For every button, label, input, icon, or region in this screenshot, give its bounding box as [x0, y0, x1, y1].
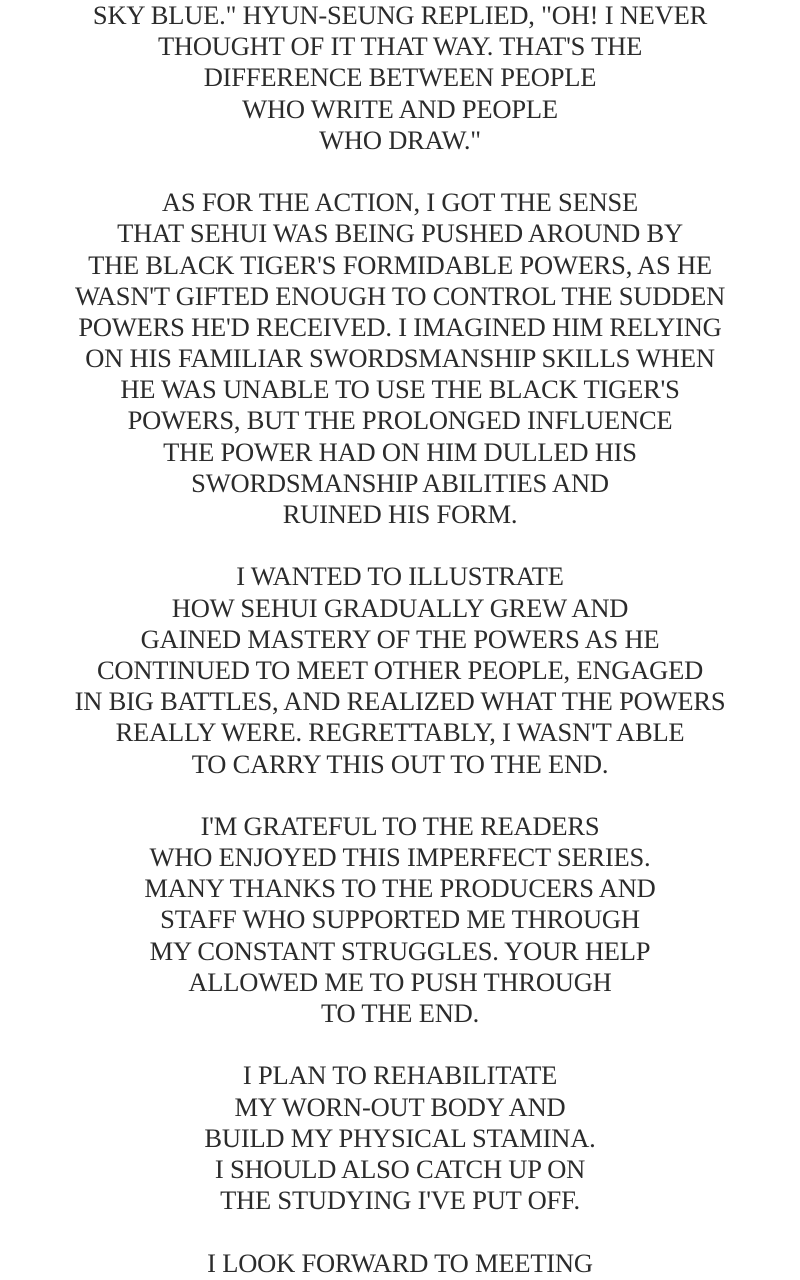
- text-line: THAT SEHUI WAS BEING PUSHED AROUND BY: [117, 218, 683, 249]
- paragraph-gap: [0, 1029, 800, 1060]
- text-line: DIFFERENCE BETWEEN PEOPLE: [203, 62, 597, 93]
- paragraph-gap: [0, 156, 800, 187]
- text-line: WHO DRAW.": [319, 124, 481, 155]
- text-line: ON HIS FAMILIAR SWORDSMANSHIP SKILLS WHEN: [85, 343, 715, 374]
- text-line: I WANTED TO ILLUSTRATE: [236, 561, 564, 592]
- text-line: STAFF WHO SUPPORTED ME THROUGH: [160, 904, 640, 935]
- text-line: I'M GRATEFUL TO THE READERS: [200, 810, 600, 841]
- text-line: TO CARRY THIS OUT TO THE END.: [191, 748, 609, 779]
- text-line: SKY BLUE." HYUN-SEUNG REPLIED, "OH! I NEVER: [92, 0, 708, 30]
- text-line: I LOOK FORWARD TO MEETING: [207, 1247, 593, 1278]
- paragraph-5: [0, 1060, 800, 1216]
- paragraph-3: [0, 561, 800, 779]
- text-line: ALLOWED ME TO PUSH THROUGH: [188, 966, 612, 997]
- text-line: MANY THANKS TO THE PRODUCERS AND: [144, 873, 656, 904]
- text-line: CONTINUED TO MEET OTHER PEOPLE, ENGAGED: [96, 654, 704, 685]
- text-line: IN BIG BATTLES, AND REALIZED WHAT THE POWERS: [74, 686, 726, 717]
- text-line: AS FOR THE ACTION, I GOT THE SENSE: [161, 187, 639, 218]
- text-line: POWERS HE'D RECEIVED. I IMAGINED HIM RELYING: [78, 311, 722, 342]
- text-line: SWORDSMANSHIP ABILITIES AND: [191, 467, 609, 498]
- text-line: WHO WRITE AND PEOPLE: [242, 93, 558, 124]
- text-line: HE WAS UNABLE TO USE THE BLACK TIGER'S: [120, 374, 680, 405]
- text-line: RUINED HIS FORM.: [282, 499, 518, 529]
- text-line: THE STUDYING I'VE PUT OFF.: [220, 1185, 580, 1216]
- text-line: TO THE END.: [320, 998, 480, 1028]
- text-line: WASN'T GIFTED ENOUGH TO CONTROL THE SUDDEN: [74, 280, 726, 311]
- text-line: I SHOULD ALSO CATCH UP ON: [214, 1153, 586, 1184]
- paragraph-gap: [0, 530, 800, 561]
- paragraph-2: [0, 187, 800, 530]
- text-line: WHO ENJOYED THIS IMPERFECT SERIES.: [149, 842, 651, 873]
- paragraph-1: [0, 0, 800, 156]
- text-line: MY WORN-OUT BODY AND: [234, 1091, 566, 1122]
- paragraph-4: [0, 811, 800, 1029]
- paragraph-6: [0, 1248, 800, 1279]
- text-line: REALLY WERE. REGRETTABLY, I WASN'T ABLE: [115, 717, 685, 748]
- text-line: BUILD MY PHYSICAL STAMINA.: [204, 1122, 596, 1153]
- paragraph-gap: [0, 780, 800, 811]
- text-line: HOW SEHUI GRADUALLY GREW AND: [171, 592, 629, 623]
- text-line: THE POWER HAD ON HIM DULLED HIS: [163, 436, 637, 467]
- paragraph-gap: [0, 1216, 800, 1247]
- text-line: MY CONSTANT STRUGGLES. YOUR HELP: [149, 935, 651, 966]
- text-line: I PLAN TO REHABILITATE: [242, 1060, 558, 1091]
- text-line: THE BLACK TIGER'S FORMIDABLE POWERS, AS HE: [88, 249, 712, 280]
- text-line: THOUGHT OF IT THAT WAY. THAT'S THE: [157, 31, 643, 62]
- text-line: POWERS, BUT THE PROLONGED INFLUENCE: [127, 405, 673, 436]
- text-line: GAINED MASTERY OF THE POWERS AS HE: [140, 623, 660, 654]
